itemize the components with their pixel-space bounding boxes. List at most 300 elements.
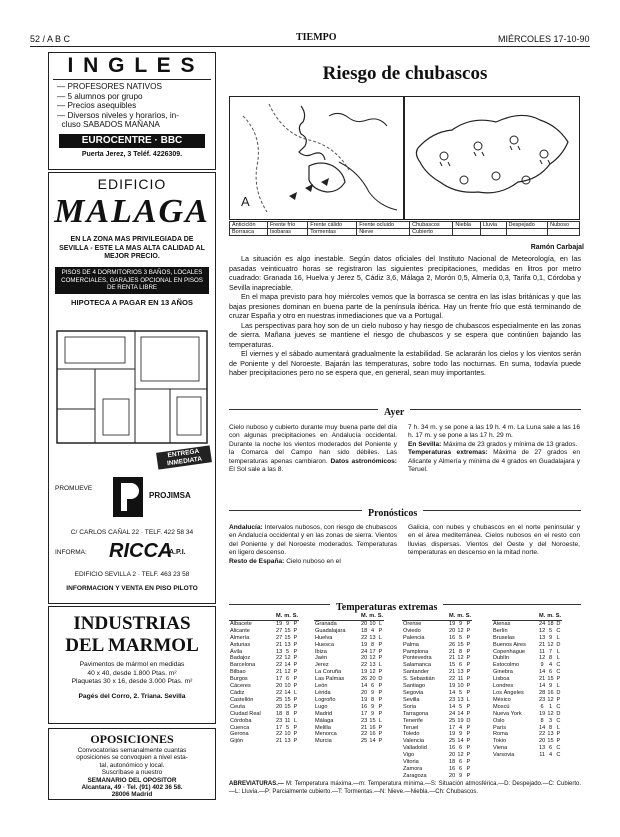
temp-max: 26 xyxy=(449,641,456,648)
temp-min: 15 xyxy=(284,634,291,641)
temp-max: 15 xyxy=(449,662,456,669)
pronosticos-col2: Galicia, con nubes y chubascos en el norte peninsular y en el área mediterránea. Cielos nubosos en el resto con lluvias dispersas. Vientos del Oeste y del Noroeste, temperaturas en descenso en la mitad norte. xyxy=(408,524,580,557)
sky-state: P xyxy=(293,731,298,738)
sky-state: C xyxy=(556,745,561,752)
col-header: M. xyxy=(539,613,546,619)
ad-marmol-line: 40 x 40, desde 1.800 Ptas. m² xyxy=(87,669,177,677)
anticyclone-marker-icon: A xyxy=(241,194,250,209)
city-name: La Coruña xyxy=(315,669,342,676)
temp-min: 9 xyxy=(370,710,375,717)
ayer-text: Máxima de 27 grados en Alicante y Almería y mínima de 4 grados en Guadalajara y Teruel. xyxy=(408,449,580,474)
temp-min: 12 xyxy=(457,752,464,759)
temp-min: 5 xyxy=(458,689,463,696)
temp-row xyxy=(402,628,472,635)
col-header: M. xyxy=(361,613,368,619)
temp-min: 1 xyxy=(548,703,553,710)
temp-max: 21 xyxy=(276,669,283,676)
temp-row xyxy=(314,635,384,642)
temp-row xyxy=(492,704,562,711)
temp-min: 20 xyxy=(369,676,376,683)
ayer-heading: Ayer xyxy=(378,407,410,418)
sky-state: P xyxy=(466,669,471,676)
temp-min: 6 xyxy=(458,662,463,669)
sky-state: P xyxy=(378,648,383,655)
temp-min: 15 xyxy=(457,641,464,648)
city-name: León xyxy=(315,683,328,690)
temp-max: 24 xyxy=(361,648,368,655)
temp-min: 14 xyxy=(457,738,464,745)
sky-state: P xyxy=(466,765,471,772)
temp-max: 20 xyxy=(276,683,283,690)
page-number: 52 / A B C xyxy=(30,34,71,44)
sky-state: P xyxy=(378,731,383,738)
temp-max: 16 xyxy=(449,634,456,641)
city-name: Lérida xyxy=(315,689,331,696)
temp-min: 8 xyxy=(548,655,553,662)
city-name: Palencia xyxy=(403,634,425,641)
legend-item: Nieve xyxy=(357,229,410,236)
temp-row xyxy=(402,669,472,676)
pronosticos-heading: Pronósticos xyxy=(362,508,423,519)
ad-malaga-footer: INFORMACION Y VENTA EN PISO PILOTO xyxy=(66,585,198,592)
city-name: Pamplona xyxy=(403,648,429,655)
ad-oposiciones xyxy=(48,728,216,800)
temp-table-4 xyxy=(492,613,562,759)
temp-row xyxy=(314,628,384,635)
city-name: Badajoz xyxy=(230,655,251,662)
sky-state: P xyxy=(378,703,383,710)
temp-min: 9 xyxy=(370,703,375,710)
temp-max: 21 xyxy=(449,648,456,655)
sky-state: P xyxy=(293,627,298,634)
temp-min: 12 xyxy=(547,710,554,717)
city-name: Castellón xyxy=(230,696,254,703)
sky-state: P xyxy=(378,689,383,696)
temp-row xyxy=(314,731,384,738)
city-name: Guadalajara xyxy=(315,627,346,634)
city-name: Valencia xyxy=(403,738,425,745)
sky-state: D xyxy=(556,710,561,717)
temp-min: 8 xyxy=(370,641,375,648)
col-header: S. xyxy=(555,613,562,619)
sky-state: L xyxy=(293,717,297,724)
temp-min: 8 xyxy=(285,710,290,717)
temp-min: 8 xyxy=(548,724,553,731)
sky-state: P xyxy=(466,627,471,634)
temp-max: 21 xyxy=(449,655,456,662)
pronosticos-col1 xyxy=(229,524,397,566)
temp-max: 12 xyxy=(539,655,546,662)
sky-state: P xyxy=(378,696,383,703)
legend-item: Frente frío xyxy=(267,222,307,229)
temp-max: 20 xyxy=(449,627,456,634)
article-paragraph: El viernes y el sábado aumentará gradualmente la estabilidad. Se aclararán los cielos y los vientos serán de Poniente y del Noroeste. Bajarán las temperaturas, sobre todo las nocturnas. En suma, todavía puede haber precipitaciones pero no se espera que, en general, sean muy importantes. xyxy=(229,349,581,377)
temp-row xyxy=(229,711,299,718)
sky-state: C xyxy=(556,752,561,759)
temp-max: 20 xyxy=(539,738,546,745)
sky-state: P xyxy=(556,731,561,738)
temp-max: 11 xyxy=(539,648,546,655)
sky-state: P xyxy=(556,676,561,683)
temp-max: 13 xyxy=(539,745,546,752)
ad-oposiciones-city: 28006 Madrid xyxy=(111,791,153,799)
city-name: Almería xyxy=(230,634,250,641)
legend-item: Lluvia xyxy=(480,222,506,229)
ad-malaga-address: C/ CARLOS CAÑAL 22 · TELF. 422 58 34 xyxy=(70,529,194,536)
temperaturas-heading: Temperaturas extremas xyxy=(330,602,443,613)
temp-row xyxy=(402,738,472,745)
ad-marmol-address: Pagés del Corro, 2. Triana. Sevilla xyxy=(78,692,186,700)
ad-oposiciones-line: Suscríbase a nuestro xyxy=(101,769,163,777)
temp-row xyxy=(402,649,472,656)
temp-row xyxy=(314,738,384,745)
temp-min: 14 xyxy=(284,662,291,669)
temp-row xyxy=(492,669,562,676)
temp-max: 22 xyxy=(361,662,368,669)
ad-marmol-title2: DEL MARMOL xyxy=(65,635,199,656)
temp-max: 21 xyxy=(276,641,283,648)
temp-row xyxy=(492,745,562,752)
floor-plan-image xyxy=(55,329,209,447)
temp-table-3 xyxy=(402,613,472,780)
city-name: Varsovia xyxy=(493,752,515,759)
sky-state: P xyxy=(293,724,298,731)
section-title: TIEMPO xyxy=(296,32,337,43)
temp-min: 12 xyxy=(369,669,376,676)
sky-state: P xyxy=(293,634,298,641)
city-name: Vigo xyxy=(403,752,415,759)
sky-state: P xyxy=(466,689,471,696)
temp-max: 12 xyxy=(539,627,546,634)
temp-min: 15 xyxy=(284,696,291,703)
temp-min: 18 xyxy=(547,620,554,627)
temp-min: 13 xyxy=(547,731,554,738)
ad-malaga-promoter: PROJIMSA xyxy=(149,491,191,500)
ad-oposiciones-publication: SEMANARIO DEL OPOSITOR xyxy=(87,776,177,784)
temp-min: 6 xyxy=(458,759,463,766)
city-name: Logroño xyxy=(315,696,336,703)
temp-row xyxy=(402,773,472,780)
sky-state: P xyxy=(293,641,298,648)
temp-max: 22 xyxy=(539,731,546,738)
sky-state: D xyxy=(556,689,561,696)
temp-min: 10 xyxy=(369,620,376,627)
ad-marmol-line: Pavimentos de mármol en medidas xyxy=(79,661,185,668)
ad-edificio-malaga xyxy=(48,172,216,604)
ad-malaga-agency-suffix: A.P.I. xyxy=(169,549,186,556)
legend-item: Anticiclón xyxy=(230,222,268,229)
ad-malaga-promueve: PROMUEVE xyxy=(55,485,93,492)
col-header: S. xyxy=(377,613,384,619)
city-name: Tokio xyxy=(493,738,507,745)
temp-max: 19 xyxy=(276,620,283,627)
temp-min: 9 xyxy=(285,620,290,627)
ad-ingles xyxy=(48,52,216,170)
sky-state: L xyxy=(556,724,560,731)
legend-item: Chubascos xyxy=(410,222,453,229)
sky-state: P xyxy=(466,724,471,731)
temp-min: 9 xyxy=(458,620,463,627)
sky-state: P xyxy=(466,620,471,627)
legend-item: Niebla xyxy=(453,222,480,229)
sky-state: P xyxy=(293,710,298,717)
city-name: Gijón xyxy=(230,738,244,745)
temp-min: 14 xyxy=(457,710,464,717)
temp-row xyxy=(402,725,472,732)
temp-max: 21 xyxy=(361,724,368,731)
temp-min: 12 xyxy=(369,655,376,662)
temp-max: 19 xyxy=(361,641,368,648)
temp-row xyxy=(492,725,562,732)
temp-row xyxy=(314,690,384,697)
abbreviations-text: M: Temperatura máxima.—m: Temperatura mínima.—S: Situación atmosférica.—D: Despejado.—C: Cubierto.—L: Lluvia.—P: Parcialmente cubierto.—T: Tormentas.—N: Nieve.—Niebla.—Ch: Chubascos. xyxy=(229,781,581,795)
temp-row xyxy=(314,649,384,656)
temp-min: 13 xyxy=(284,641,291,648)
temp-min: 12 xyxy=(457,655,464,662)
temp-min: 13 xyxy=(457,696,464,703)
temp-row xyxy=(492,711,562,718)
city-name: Alicante xyxy=(230,627,250,634)
temp-max: 25 xyxy=(276,696,283,703)
temp-row xyxy=(229,731,299,738)
city-name: Menorca xyxy=(315,731,337,738)
city-name: Copenhague xyxy=(493,648,526,655)
temp-row xyxy=(402,655,472,662)
sky-state: P xyxy=(466,634,471,641)
legend-item: Borrasca xyxy=(230,229,268,236)
temp-min: 3 xyxy=(548,717,553,724)
city-name: Zaragoza xyxy=(403,772,427,779)
sky-state: P xyxy=(293,655,298,662)
temp-max: 22 xyxy=(276,662,283,669)
legend-item: Nuboso xyxy=(548,222,580,229)
temp-row xyxy=(492,628,562,635)
ayer-label: Datos astronómicos: xyxy=(330,457,397,465)
temp-min: 6 xyxy=(458,745,463,752)
sky-state: P xyxy=(466,683,471,690)
temp-min: 5 xyxy=(548,627,553,634)
city-name: S. Sebastián xyxy=(403,676,435,683)
city-name: Gerona xyxy=(230,731,249,738)
sky-state: P xyxy=(378,710,383,717)
temp-table-1 xyxy=(229,613,299,745)
city-name: Lisboa xyxy=(493,676,510,683)
city-name: Segovia xyxy=(403,689,424,696)
legend-item: Frente cálido xyxy=(308,222,357,229)
ad-ingles-title: I N G L E S xyxy=(67,54,197,77)
sky-state: L xyxy=(293,689,297,696)
temp-row xyxy=(492,718,562,725)
temp-max: 27 xyxy=(276,634,283,641)
temp-max: 14 xyxy=(539,724,546,731)
temp-max: 6 xyxy=(540,703,544,710)
header-rule xyxy=(30,46,590,47)
ad-malaga-kicker: EDIFICIO xyxy=(97,176,167,192)
temp-row xyxy=(229,662,299,669)
temp-min: 10 xyxy=(284,731,291,738)
temp-row xyxy=(229,704,299,711)
article-paragraph: La situación es algo inestable. Según datos oficiales del Instituto Nacional de Meteorología, en las pasadas veinticuatro horas se registraron las siguientes precipitaciones, medidas en litros por metro cuadrado: Granada 16, Huelva y Jerez 5, Cádiz 3,6, Málaga 2, Morón 0,5, Almería 0,3, Tarifa 0,1, Córdoba y Sevilla inapreciable. xyxy=(229,254,581,292)
article-title: Riesgo de chubascos xyxy=(322,63,488,84)
temp-max: 27 xyxy=(276,627,283,634)
temp-min: 5 xyxy=(285,648,290,655)
city-name: México xyxy=(493,696,511,703)
temp-max: 18 xyxy=(449,759,456,766)
ad-ingles-brand: EUROCENTRE · BBC xyxy=(59,134,205,148)
temp-max: 17 xyxy=(276,724,283,731)
temp-max: 25 xyxy=(449,717,456,724)
temp-max: 8 xyxy=(540,717,544,724)
temp-max: 14 xyxy=(449,703,456,710)
sky-state: P xyxy=(293,676,298,683)
ayer-label: Temperaturas extremas: xyxy=(408,449,488,457)
col-header: m. xyxy=(547,613,554,619)
temp-min: 9 xyxy=(458,731,463,738)
legend-item: Cubierto xyxy=(410,229,453,236)
city-name: Lugo xyxy=(315,703,328,710)
city-name: Buenos Aires xyxy=(493,641,526,648)
temp-row xyxy=(229,725,299,732)
ad-malaga-agency-address: EDIFICIO SEVILLA 2 · TELF. 463 23 58 xyxy=(74,571,190,578)
temp-row xyxy=(229,697,299,704)
legend-item: Despejado xyxy=(506,222,548,229)
temp-row xyxy=(492,655,562,662)
temp-min: 7 xyxy=(548,648,553,655)
ad-oposiciones-title: OPOSICIONES xyxy=(90,732,174,746)
ad-ingles-line: cluso SABADOS MAÑANA xyxy=(57,120,160,129)
temp-max: 20 xyxy=(361,655,368,662)
temp-row xyxy=(229,642,299,649)
temp-row xyxy=(229,669,299,676)
sky-state: P xyxy=(293,648,298,655)
temp-max: 20 xyxy=(449,752,456,759)
city-name: Pontevedra xyxy=(403,655,432,662)
ad-malaga-title: MALAGA xyxy=(54,193,210,230)
city-name: Vitoria xyxy=(403,759,419,766)
article-body xyxy=(229,254,581,378)
col-header: m. xyxy=(369,613,376,619)
temp-row xyxy=(229,635,299,642)
city-name: Málaga xyxy=(315,717,334,724)
ayer-text: El Sol sale a las 8. xyxy=(229,466,284,474)
temp-min: 5 xyxy=(458,634,463,641)
city-name: Nueva York xyxy=(493,710,522,717)
sky-state: P xyxy=(378,669,383,676)
sky-state: P xyxy=(466,759,471,766)
city-name: Salamanca xyxy=(403,662,431,669)
ad-malaga-agency: RICCA xyxy=(109,540,173,562)
temp-row xyxy=(402,676,472,683)
temp-row xyxy=(314,725,384,732)
temp-row xyxy=(402,718,472,725)
sky-state: P xyxy=(466,772,471,779)
temp-max: 20 xyxy=(361,620,368,627)
city-name: Valladolid xyxy=(403,745,427,752)
temp-row xyxy=(314,697,384,704)
temp-row xyxy=(492,690,562,697)
temp-row xyxy=(492,620,562,627)
temp-min: 4 xyxy=(548,662,553,669)
temp-min: 15 xyxy=(547,738,554,745)
col-header: M. xyxy=(449,613,456,619)
temp-max: 14 xyxy=(539,669,546,676)
city-name: Estocolmo xyxy=(493,662,520,669)
article-byline: Ramón Carbajal xyxy=(530,244,584,251)
temp-row xyxy=(492,683,562,690)
city-name: Orense xyxy=(403,620,422,627)
temp-row xyxy=(492,676,562,683)
sky-state: P xyxy=(378,683,383,690)
temp-min: 15 xyxy=(547,676,554,683)
city-name: Murcia xyxy=(315,738,332,745)
ayer-col2 xyxy=(408,424,580,474)
temp-max: 19 xyxy=(449,731,456,738)
city-name: Ávila xyxy=(230,648,243,655)
ad-malaga-mortgage: HIPOTECA A PAGAR EN 13 AÑOS xyxy=(71,298,193,308)
ayer-label: En Sevilla: xyxy=(408,440,442,448)
temp-max: 17 xyxy=(361,710,368,717)
city-name: Huelva xyxy=(315,634,333,641)
sky-state: D xyxy=(556,620,561,627)
temp-row xyxy=(402,662,472,669)
temp-min: 16 xyxy=(369,731,376,738)
city-name: Viena xyxy=(493,745,508,752)
temp-min: 6 xyxy=(285,676,290,683)
city-name: Albacete xyxy=(230,620,252,627)
abbreviations-label: ABREVIATURAS.— xyxy=(229,781,284,787)
temp-min: 13 xyxy=(369,634,376,641)
temp-min: 6 xyxy=(548,669,553,676)
city-name: Tenerife xyxy=(403,717,423,724)
temp-min: 16 xyxy=(369,724,376,731)
sky-state: P xyxy=(293,703,298,710)
temp-min: 8 xyxy=(458,648,463,655)
sky-state: P xyxy=(378,738,383,745)
legend-item: Tormentas xyxy=(308,229,357,236)
temp-min: 6 xyxy=(548,745,553,752)
sky-state: L xyxy=(556,683,560,690)
city-name: Ciudad Real xyxy=(230,710,261,717)
temp-max: 19 xyxy=(539,710,546,717)
ad-oposiciones-address: Alcantara, 49 · Tel. (91) 402 36 58. xyxy=(81,784,183,792)
city-name: Jaén xyxy=(315,655,328,662)
sky-state: P xyxy=(466,710,471,717)
temp-row xyxy=(492,635,562,642)
temp-min: 11 xyxy=(457,676,464,683)
ad-ingles-line: — Diversos niveles y horarios, in- xyxy=(57,110,179,120)
temp-row xyxy=(314,662,384,669)
city-name: Atenas xyxy=(493,620,511,627)
city-name: Córdoba xyxy=(230,717,252,724)
sky-state: P xyxy=(466,676,471,683)
temp-row xyxy=(402,745,472,752)
sky-state: P xyxy=(556,738,561,745)
city-name: Asturias xyxy=(230,641,251,648)
city-name: Los Ángeles xyxy=(493,689,524,696)
temp-min: 12 xyxy=(547,696,554,703)
temp-max: 13 xyxy=(276,648,283,655)
ad-malaga-informa: INFORMA: xyxy=(55,549,87,556)
temp-row xyxy=(402,759,472,766)
temp-min: 15 xyxy=(284,627,291,634)
temp-row xyxy=(492,752,562,759)
temp-max: 24 xyxy=(449,710,456,717)
city-name: Cádiz xyxy=(230,689,245,696)
temp-max: 20 xyxy=(449,772,456,779)
pronosticos-text: Intervalos nubosos, con riesgo de chubascos en Andalucía occidental y en las zonas de sierra. Vientos del Poniente y del Noroeste moderados. Temperaturas en ligero descenso. xyxy=(229,524,397,557)
temp-max: 18 xyxy=(361,627,368,634)
temp-row xyxy=(229,655,299,662)
